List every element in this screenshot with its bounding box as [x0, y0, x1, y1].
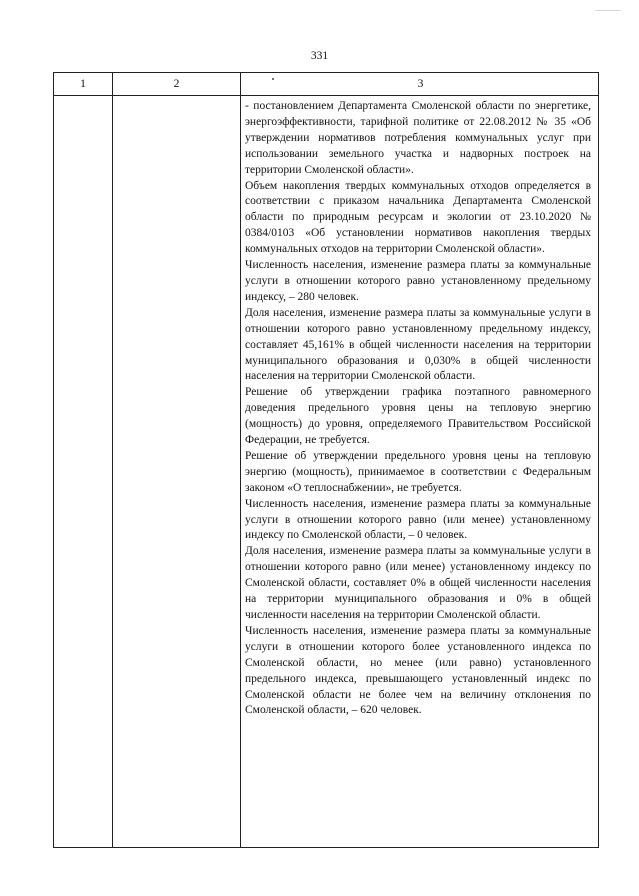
column-divider-1 — [112, 73, 113, 847]
column-header-1: 1 — [80, 78, 86, 90]
header-divider — [54, 95, 598, 96]
paragraph-population-equal-limit: Численность населения, изменение размера платы за коммунальные услуги в отношении которого равно установленному предельному индексу, – 280 человек. — [245, 259, 591, 303]
paragraph-waste-volume: Объем накопления твердых коммунальных отходов определяется в соответствии с приказом начальника Департамента Смоленской области по природным ресурсам и экологии от 23.10.2020 № 0384/0103 «Об установлении нормативов накопления твердых коммунальных отходов на территории Смоленской области». — [245, 179, 591, 256]
column-header-2: 2 — [173, 78, 180, 90]
paragraph-share-equal-or-less: Доля населения, изменение размера платы за коммунальные услуги в отношении которого равно (или менее) установленному индексу по Смоленской области, составляет 0% в общей численности населения на территории муниципального образования и 0% в общей численности населения на территории Смоленской области. — [245, 545, 591, 621]
column-3-text — [245, 99, 591, 719]
paragraph-resolution-norms: - постановлением Департамента Смоленской области по энергетике, энергоэффективности, тарифной политике от 22.08.2012 № 35 «Об утверждении нормативов потребления коммунальных услуг при использовании земельного участка и надворных построек на территории Смоленской области». — [245, 100, 591, 176]
paragraph-heat-price-limit: Решение об утверждении предельного уровня цены на тепловую энергию (мощность), принимаемое в соответствии с Федеральным законом «О теплоснабжении», не требуется. — [245, 449, 591, 494]
paragraph-population-above-index: Численность населения, изменение размера платы за коммунальные услуги в отношении которого более установленного индекса по Смоленской области, но менее (или равно) установленного предельного индекса, превышающего установленный индекс по Смоленской области не более чем на величину отклонения по Смоленской области, – 620 человек. — [245, 624, 591, 717]
paragraph-heat-price-schedule: Решение об утверждении графика поэтапного равномерного доведения предельного уровня цены на тепловую энергию (мощность) до уровня, определяемого Правительством Российской Федерации, не требуется. — [245, 386, 591, 447]
scan-speck — [272, 78, 274, 80]
column-divider-2 — [240, 73, 241, 847]
paragraph-share-equal-limit: Доля населения, изменение размера платы за коммунальные услуги в отношении которого равно установленному предельному индексу, составляет 45,161% в общей численности населения на территории муниципального образования и 0,030% в общей численности населения на территории Смоленской области. — [245, 306, 591, 383]
paragraph-population-equal-or-less: Численность населения, изменение размера платы за коммунальные услуги в отношении которого равно (или менее) установленному индексу по Смоленской области, – 0 человек. — [245, 497, 591, 542]
page-number: 331 — [310, 50, 329, 62]
document-table — [53, 72, 599, 848]
scan-corner-mark — [595, 10, 621, 11]
column-header-3: 3 — [417, 78, 424, 90]
